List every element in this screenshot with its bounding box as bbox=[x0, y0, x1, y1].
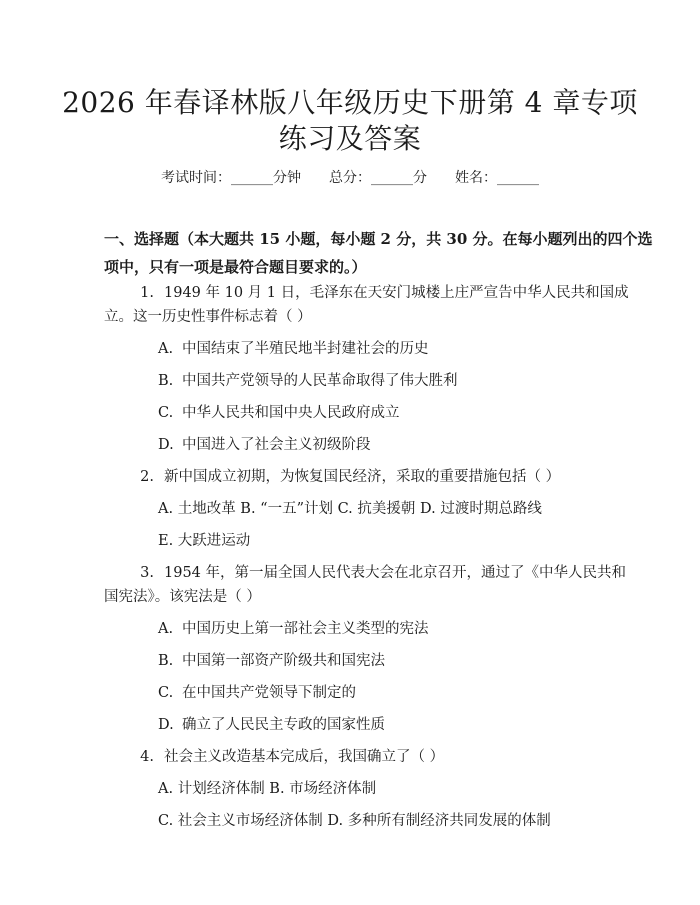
option-letter: D. bbox=[158, 717, 174, 733]
option-letter: A. bbox=[158, 341, 174, 357]
option-text: 中华人民共和国中央人民政府成立 bbox=[182, 405, 400, 421]
option-letter: A. bbox=[158, 621, 174, 637]
question-1-text-line2: 立。这一历史性事件标志着（ ） bbox=[104, 309, 312, 325]
question-1-line1 bbox=[104, 283, 629, 303]
question-2-number: 2. bbox=[140, 469, 154, 485]
option-letter: B. bbox=[158, 653, 174, 669]
option-text: 中国历史上第一部社会主义类型的宪法 bbox=[182, 621, 429, 637]
section-header-line1: 一、选择题（本大题共 15 小题，每小题 2 分，共 30 分。在每小题列出的四个选 bbox=[104, 230, 653, 248]
page-title-line2: 练习及答案 bbox=[278, 122, 422, 155]
question-4-options-line1: A. 计划经济体制 B. 市场经济体制 bbox=[158, 781, 377, 797]
exam-info: 考试时间：______分钟 总分：______分 姓名：______ bbox=[161, 170, 539, 186]
question-2-line1 bbox=[104, 467, 604, 487]
option-letter: C. bbox=[158, 405, 174, 421]
question-4-line1 bbox=[104, 747, 604, 767]
question-4-number: 4. bbox=[140, 749, 154, 765]
page-title-line1: 2026 年春译林版八年级历史下册第 4 章专项 bbox=[62, 86, 638, 119]
option-text: 中国结束了半殖民地半封建社会的历史 bbox=[182, 341, 429, 357]
option-text: 中国共产党领导的人民革命取得了伟大胜利 bbox=[182, 373, 458, 389]
question-3-line1 bbox=[104, 563, 627, 583]
question-3-option-c bbox=[158, 683, 356, 703]
question-3-text-line2: 国宪法》。该宪法是（ ） bbox=[104, 589, 261, 605]
question-4-text: 社会主义改造基本完成后，我国确立了（ ） bbox=[164, 749, 445, 765]
question-1-number: 1. bbox=[140, 285, 154, 301]
section-header-line2: 项中，只有一项是最符合题目要求的。） bbox=[104, 258, 367, 276]
option-text: 在中国共产党领导下制定的 bbox=[182, 685, 356, 701]
question-3-text-line1: 1954 年，第一届全国人民代表大会在北京召开，通过了《中华人民共和 bbox=[164, 565, 627, 581]
question-2-options-line1: A. 土地改革 B. “一五”计划 C. 抗美援朝 D. 过渡时期总路线 bbox=[158, 501, 542, 517]
question-1-text-line1: 1949 年 10 月 1 日，毛泽东在天安门城楼上庄严宣告中华人民共和国成 bbox=[164, 285, 629, 301]
question-1-option-b bbox=[158, 371, 458, 391]
question-4-options-line2: C. 社会主义市场经济体制 D. 多种所有制经济共同发展的体制 bbox=[158, 813, 551, 829]
question-2-options-line2: E. 大跃进运动 bbox=[158, 533, 251, 549]
question-1-option-d bbox=[158, 435, 371, 455]
question-3-option-b bbox=[158, 651, 385, 671]
option-letter: D. bbox=[158, 437, 174, 453]
option-text: 中国进入了社会主义初级阶段 bbox=[182, 437, 371, 453]
question-1-option-a bbox=[158, 339, 429, 359]
question-3-number: 3. bbox=[140, 565, 154, 581]
question-3-option-d bbox=[158, 715, 385, 735]
option-text: 确立了人民民主专政的国家性质 bbox=[182, 717, 385, 733]
question-3-option-a bbox=[158, 619, 429, 639]
option-letter: B. bbox=[158, 373, 174, 389]
question-2-text: 新中国成立初期，为恢复国民经济，采取的重要措施包括（ ） bbox=[164, 469, 561, 485]
option-letter: C. bbox=[158, 685, 174, 701]
option-text: 中国第一部资产阶级共和国宪法 bbox=[182, 653, 385, 669]
question-1-option-c bbox=[158, 403, 400, 423]
